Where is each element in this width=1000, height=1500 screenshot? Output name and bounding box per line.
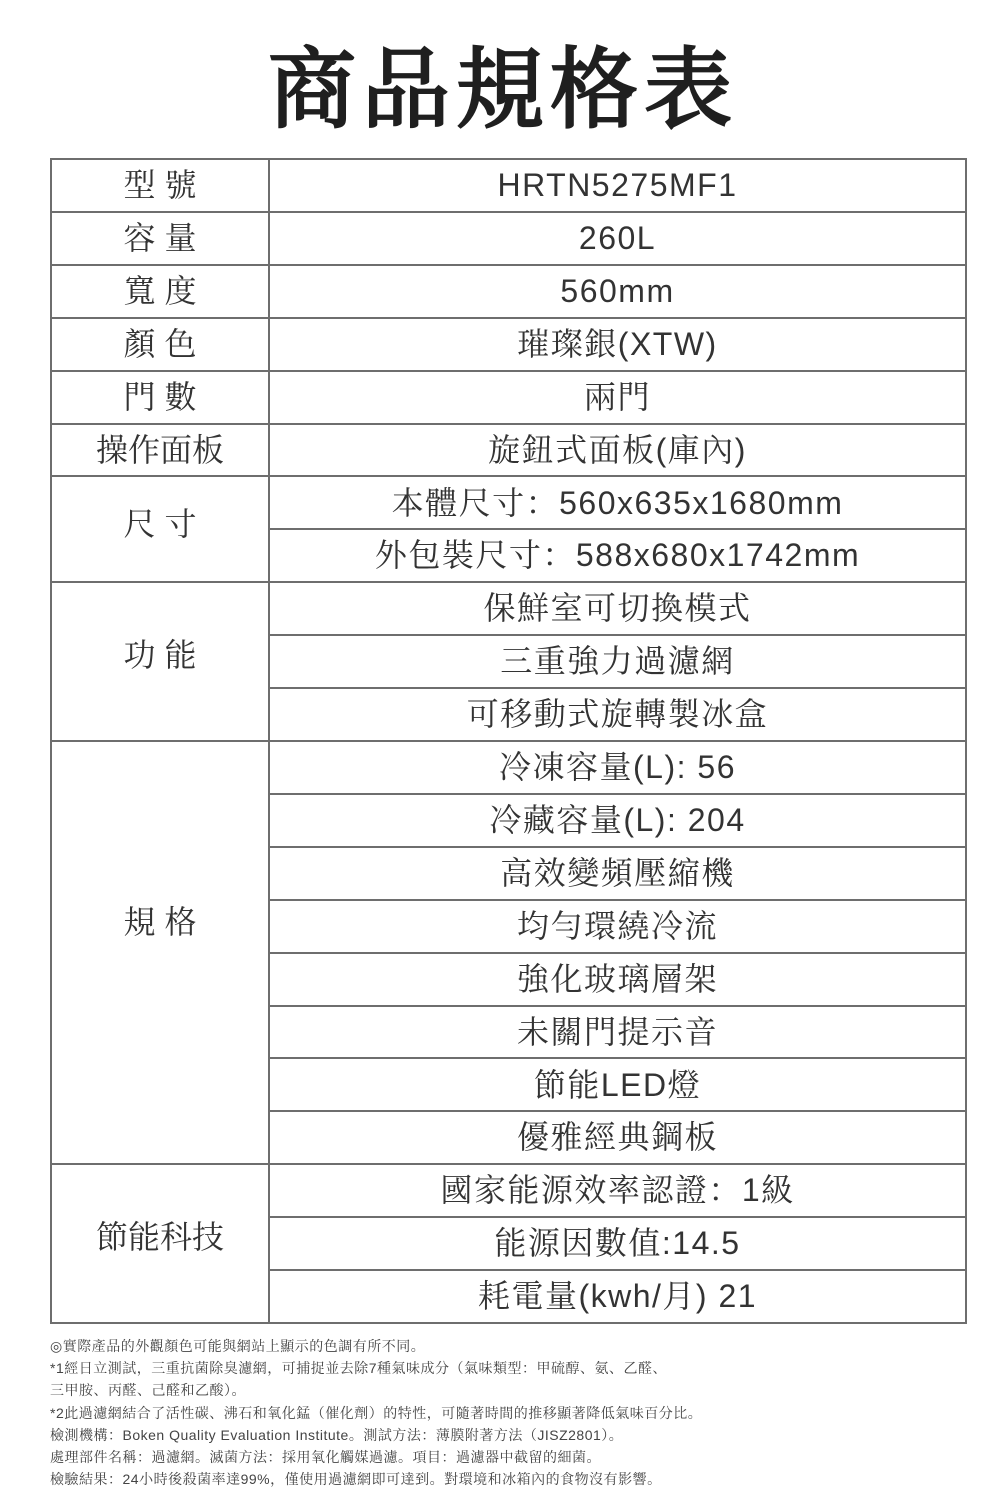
spec-value-power-consumption: 耗電量(kwh/月) 21 [270, 1271, 967, 1324]
spec-value-model: HRTN5275MF1 [270, 160, 967, 213]
footnote-test-method: 處理部件名稱：過濾網。滅菌方法：採用氧化觸媒過濾。項目：過濾器中截留的細菌。 [50, 1448, 601, 1465]
spec-label-specifications: 規 格 [52, 742, 270, 1165]
spec-label-capacity: 容 量 [52, 213, 270, 266]
spec-value-feature-crisper-mode: 保鮮室可切換模式 [270, 583, 967, 636]
spec-label-control-panel: 操作面板 [52, 425, 270, 478]
spec-value-capacity: 260L [270, 213, 967, 266]
spec-value-energy-factor: 能源因數值:14.5 [270, 1218, 967, 1271]
spec-value-freezer-capacity: 冷凍容量(L): 56 [270, 742, 967, 795]
spec-value-steel-panel: 優雅經典鋼板 [270, 1112, 967, 1165]
spec-label-features: 功 能 [52, 583, 270, 742]
spec-table [50, 158, 967, 1324]
spec-value-led-light: 節能LED燈 [270, 1059, 967, 1112]
footnote-filter-test-cont: 三甲胺、丙醛、己醛和乙酸）。 [50, 1382, 246, 1399]
spec-value-color: 璀璨銀(XTW) [270, 319, 967, 372]
spec-label-color: 顏 色 [52, 319, 270, 372]
spec-value-energy-rating: 國家能源效率認證：1級 [270, 1165, 967, 1218]
footnotes [50, 1335, 980, 1490]
footnote-test-institute: 檢測機構：Boken Quality Evaluation Institute。測試方法：薄膜附著方法（JISZ2801）。 [50, 1426, 624, 1443]
spec-label-energy-saving: 節能科技 [52, 1165, 270, 1324]
spec-label-width: 寬 度 [52, 266, 270, 319]
spec-value-inverter-compressor: 高效變頻壓縮機 [270, 848, 967, 901]
spec-value-width: 560mm [270, 266, 967, 319]
spec-value-feature-ice-tray: 可移動式旋轉製冰盒 [270, 689, 967, 742]
footnote-filter-test: *1經日立測試，三重抗菌除臭濾網，可捕捉並去除7種氣味成分（氣味類型：甲硫醇、氨、乙醛、 [50, 1360, 668, 1377]
spec-value-door-alarm: 未關門提示音 [270, 1007, 967, 1060]
footnote-test-result: 檢驗結果：24小時後殺菌率達99%，僅使用過濾網即可達到。對環境和冰箱內的食物沒有影響。 [50, 1471, 662, 1488]
spec-value-fridge-capacity: 冷藏容量(L): 204 [270, 795, 967, 848]
footnote-filter-material: *2此過濾網結合了活性碳、沸石和氧化錳（催化劑）的特性，可隨著時間的推移顯著降低氣味百分比。 [50, 1404, 703, 1421]
spec-value-package-dimensions: 外包裝尺寸：588x680x1742mm [270, 530, 967, 583]
page-title: 商品規格表 [267, 40, 738, 139]
spec-value-glass-shelves: 強化玻璃層架 [270, 954, 967, 1007]
footnote-color-disclaimer: ◎實際產品的外觀顏色可能與網站上顯示的色調有所不同。 [50, 1338, 426, 1354]
spec-label-dimensions: 尺 寸 [52, 477, 270, 583]
spec-label-door-count: 門 數 [52, 372, 270, 425]
spec-value-surround-cooling: 均勻環繞冷流 [270, 901, 967, 954]
spec-value-body-dimensions: 本體尺寸：560x635x1680mm [270, 477, 967, 530]
spec-label-model: 型 號 [52, 160, 270, 213]
spec-value-door-count: 兩門 [270, 372, 967, 425]
spec-value-feature-triple-filter: 三重強力過濾網 [270, 636, 967, 689]
spec-value-control-panel: 旋鈕式面板(庫內) [270, 425, 967, 478]
